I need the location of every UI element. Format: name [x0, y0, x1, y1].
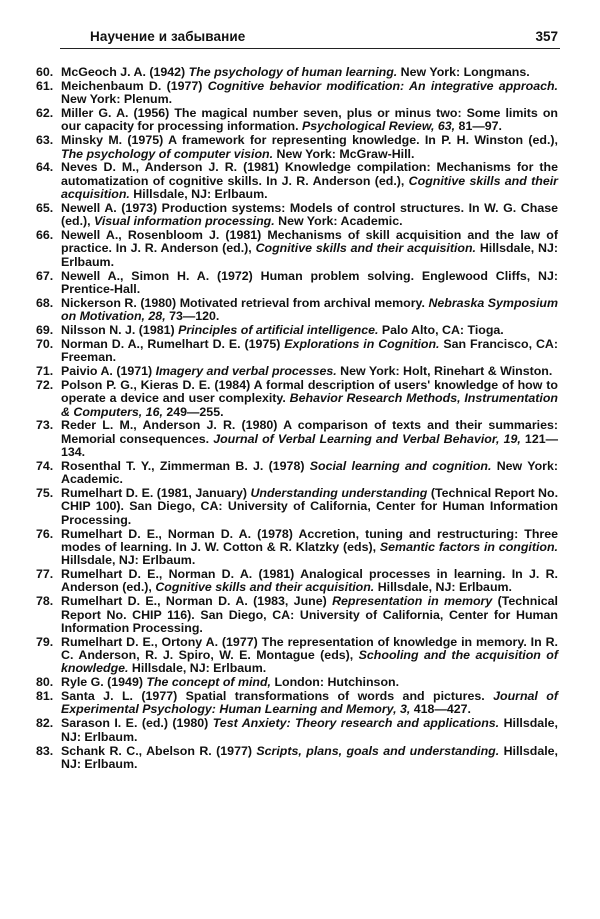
reference-title: Cognitive skills and their acquisition.: [155, 580, 375, 595]
reference-number: 62.: [36, 106, 54, 121]
reference-publisher: New York: Academic.: [61, 458, 558, 487]
reference-text: [61, 79, 558, 106]
reference-title: Test Anxiety: Theory research and applications.: [212, 716, 500, 731]
reference-authors-and-details: Miller G. A. (1956) The magical number seven, plus or minus two: Some limits on our capacity for processing information.: [61, 106, 558, 134]
reference-publisher: Hillsdale, NJ: Erlbaum.: [128, 661, 267, 676]
reference-text: [61, 635, 558, 676]
reference-authors-and-details: Rumelhart D. E., Norman D. A. (1978) Accretion, tuning and restructuring: Three modes of learning. In J. W. Cotton & R. Klatzky (eds),: [61, 526, 558, 554]
reference-publisher: Palo Alto, CA: Tioga.: [378, 322, 504, 337]
reference-entry: [0, 324, 558, 337]
reference-title: Understanding understanding: [250, 486, 428, 501]
page-number: 357: [535, 29, 558, 44]
reference-entry: [0, 80, 558, 107]
reference-text: [61, 106, 558, 133]
reference-entry: [0, 270, 558, 297]
reference-publisher: Hillsdale, NJ: Erlbaum.: [129, 187, 268, 202]
reference-entry: [0, 745, 558, 772]
reference-publisher: Hillsdale, NJ: Erlbaum.: [374, 580, 512, 595]
reference-authors-and-details: Rumelhart D. E., Ortony A. (1977) The representation of knowledge in memory. In R. C. Anderson, R. J. Spiro, W. E. Montague (eds),: [61, 634, 558, 663]
reference-number: 71.: [36, 364, 54, 379]
reference-authors-and-details: Newell A., Rosenbloom J. (1981) Mechanisms of skill acquisition and the law of practice. In J. R. Anderson (ed.),: [61, 228, 558, 256]
reference-title: Cognitive behavior modification: An integrative approach.: [207, 78, 559, 93]
reference-number: 73.: [36, 418, 54, 433]
reference-text: [61, 378, 558, 419]
reference-entry: [0, 161, 558, 201]
reference-publisher: New York: Longmans.: [397, 65, 530, 79]
reference-text: [61, 201, 558, 228]
reference-authors-and-details: Meichenbaum D. (1977): [61, 78, 208, 93]
page-header: [60, 26, 560, 49]
reference-publisher: 249—255.: [162, 404, 224, 419]
reference-authors-and-details: Rumelhart D. E., Norman D. A. (1981) Analogical processes in learning. In J. R. Anderson (ed.),: [61, 567, 558, 595]
reference-number: 66.: [36, 228, 54, 243]
reference-entry: [0, 595, 558, 635]
reference-authors-and-details: Paivio A. (1971): [61, 364, 156, 379]
reference-number: 75.: [36, 486, 54, 501]
reference-list: [0, 66, 600, 772]
reference-title: Scripts, plans, goals and understanding.: [256, 743, 500, 758]
reference-text: [61, 744, 558, 771]
reference-number: 79.: [36, 634, 54, 649]
reference-authors-and-details: Nilsson N. J. (1981): [61, 322, 179, 337]
reference-text: [61, 527, 558, 568]
reference-entry: [0, 676, 558, 689]
reference-title: Representation in memory: [332, 594, 493, 609]
reference-publisher: 418—427.: [410, 702, 471, 717]
reference-text: [61, 337, 558, 364]
reference-title: Journal of Verbal Learning and Verbal Behavior, 19,: [213, 431, 521, 446]
reference-text: [61, 323, 504, 337]
reference-number: 65.: [36, 200, 54, 215]
reference-authors-and-details: Reder L. M., Anderson J. R. (1980) A comparison of texts and their summaries: Memorial consequences.: [61, 418, 558, 446]
reference-entry: [0, 568, 558, 595]
reference-entry: [0, 717, 558, 744]
reference-entry: [0, 134, 558, 161]
running-title: Научение и забывание: [90, 29, 246, 44]
reference-text: [61, 364, 552, 378]
reference-publisher: Hillsdale, NJ: Erlbaum.: [61, 743, 558, 771]
reference-title: Nebraska Symposium on Motivation, 28,: [61, 295, 558, 324]
reference-publisher: New York: McGraw-Hill.: [273, 146, 415, 161]
reference-publisher: (Technical Report No. CHIP 100). San Diego, CA: University of California, Center for Human Information Processing.: [61, 486, 559, 527]
reference-number: 64.: [36, 160, 54, 175]
reference-text: [61, 65, 530, 79]
reference-authors-and-details: Rosenthal T. Y., Zimmerman B. J. (1978): [61, 458, 310, 473]
reference-entry: [0, 419, 558, 459]
reference-entry: [0, 229, 558, 269]
reference-title: Social learning and cognition.: [309, 458, 492, 473]
reference-entry: [0, 379, 558, 419]
reference-authors-and-details: Rumelhart D. E. (1981, January): [61, 486, 251, 501]
reference-title: Schooling and the acquisition of knowledge.: [61, 648, 558, 676]
reference-number: 76.: [36, 526, 54, 541]
reference-publisher: (Technical Report No. CHIP 116). San Diego, CA: University of California, Center for Human Information Processing.: [61, 594, 558, 635]
reference-text: [61, 296, 558, 323]
reference-title: Explorations in Cognition.: [284, 336, 440, 351]
reference-title: The psychology of computer vision.: [61, 146, 274, 161]
reference-authors-and-details: Ryle G. (1949): [61, 675, 147, 690]
reference-entry: [0, 460, 558, 487]
reference-entry: [0, 487, 558, 527]
reference-authors-and-details: Nickerson R. (1980) Motivated retrieval from archival memory.: [61, 295, 429, 310]
reference-publisher: New York: Holt, Rinehart & Winston.: [336, 364, 553, 379]
reference-authors-and-details: Polson P. G., Kieras D. E. (1984) A formal description of users' knowledge of how to operate a device and user complexity.: [61, 377, 558, 406]
reference-text: [61, 567, 558, 594]
reference-text: [61, 133, 558, 160]
reference-text: [61, 459, 558, 486]
reference-authors-and-details: Newell A., Simon H. A. (1972) Human problem solving. Englewood Cliffs, NJ: Prentice-Hall.: [61, 268, 558, 296]
reference-publisher: Hillsdale, NJ: Erlbaum.: [61, 241, 558, 269]
reference-authors-and-details: Santa J. L. (1977) Spatial transformations of words and pictures.: [61, 689, 494, 704]
reference-title: Cognitive skills and their acquisition.: [255, 241, 476, 256]
reference-entry: [0, 528, 558, 568]
reference-text: [61, 228, 558, 269]
reference-authors-and-details: Minsky M. (1975) A framework for representing knowledge. In P. H. Winston (ed.),: [61, 133, 558, 148]
reference-authors-and-details: Neves D. M., Anderson J. R. (1981) Knowledge compilation: Mechanisms for the automatization of cognitive skills. In J. R. Anderson (ed.),: [61, 160, 558, 188]
reference-number: 78.: [36, 594, 54, 609]
reference-number: 81.: [36, 689, 54, 704]
reference-entry: [0, 66, 558, 79]
reference-title: Psychological Review, 63,: [301, 119, 456, 134]
reference-number: 61.: [36, 78, 54, 93]
reference-number: 80.: [36, 675, 54, 690]
reference-number: 72.: [36, 377, 54, 392]
reference-number: 60.: [36, 65, 54, 79]
reference-title: Behavior Research Methods, Instrumentation & Computers, 16,: [61, 391, 558, 419]
reference-title: Imagery and verbal processes.: [155, 364, 337, 379]
reference-publisher: 121—134.: [61, 431, 558, 460]
reference-text: [61, 269, 558, 296]
reference-entry: [0, 297, 558, 324]
reference-authors-and-details: Newell A. (1973) Production systems: Models of control structures. In W. G. Chase (ed.),: [61, 200, 558, 229]
reference-title: Cognitive skills and their acquisition.: [61, 173, 559, 202]
reference-text: [61, 689, 558, 716]
reference-publisher: 73—120.: [165, 309, 220, 324]
reference-text: [61, 486, 558, 527]
reference-text: [61, 716, 558, 743]
reference-number: 82.: [36, 716, 54, 731]
reference-entry: [0, 202, 558, 229]
reference-number: 63.: [36, 133, 54, 148]
reference-publisher: Hillsdale, NJ: Erlbaum.: [61, 553, 196, 568]
reference-entry: [0, 365, 558, 378]
reference-text: [61, 418, 558, 459]
reference-text: [61, 160, 558, 201]
reference-number: 70.: [36, 336, 54, 351]
reference-publisher: Hillsdale, NJ: Erlbaum.: [61, 716, 558, 744]
reference-publisher: 81—97.: [455, 119, 502, 134]
reference-entry: [0, 107, 558, 134]
reference-authors-and-details: Schank R. C., Abelson R. (1977): [61, 743, 257, 758]
reference-authors-and-details: Norman D. A., Rumelhart D. E. (1975): [61, 336, 285, 351]
reference-authors-and-details: Sarason I. E. (ed.) (1980): [61, 716, 213, 731]
reference-entry: [0, 690, 558, 717]
reference-publisher: San Francisco, CA: Freeman.: [61, 336, 558, 365]
reference-number: 74.: [36, 458, 54, 473]
reference-number: 67.: [36, 268, 54, 283]
reference-title: Semantic factors in congition.: [379, 539, 558, 554]
reference-title: The concept of mind,: [146, 675, 272, 690]
reference-publisher: New York: Academic.: [274, 214, 403, 229]
reference-publisher: London: Hutchinson.: [271, 675, 400, 690]
reference-title: Journal of Experimental Psychology: Human Learning and Memory, 3,: [61, 689, 558, 717]
reference-publisher: New York: Plenum.: [61, 92, 173, 107]
reference-number: 83.: [36, 743, 54, 758]
reference-authors-and-details: Rumelhart D. E., Norman D. A. (1983, June): [61, 594, 333, 609]
reference-title: Visual information processing.: [94, 214, 275, 229]
reference-entry: [0, 338, 558, 365]
reference-number: 68.: [36, 295, 54, 310]
reference-text: [61, 675, 399, 689]
reference-number: 77.: [36, 567, 54, 582]
reference-authors-and-details: McGeoch J. A. (1942): [61, 65, 189, 79]
reference-text: [61, 594, 558, 635]
reference-entry: [0, 636, 558, 676]
reference-title: The psychology of human learning.: [188, 65, 398, 79]
reference-number: 69.: [36, 322, 54, 337]
reference-title: Principles of artificial intelligence.: [178, 322, 379, 337]
